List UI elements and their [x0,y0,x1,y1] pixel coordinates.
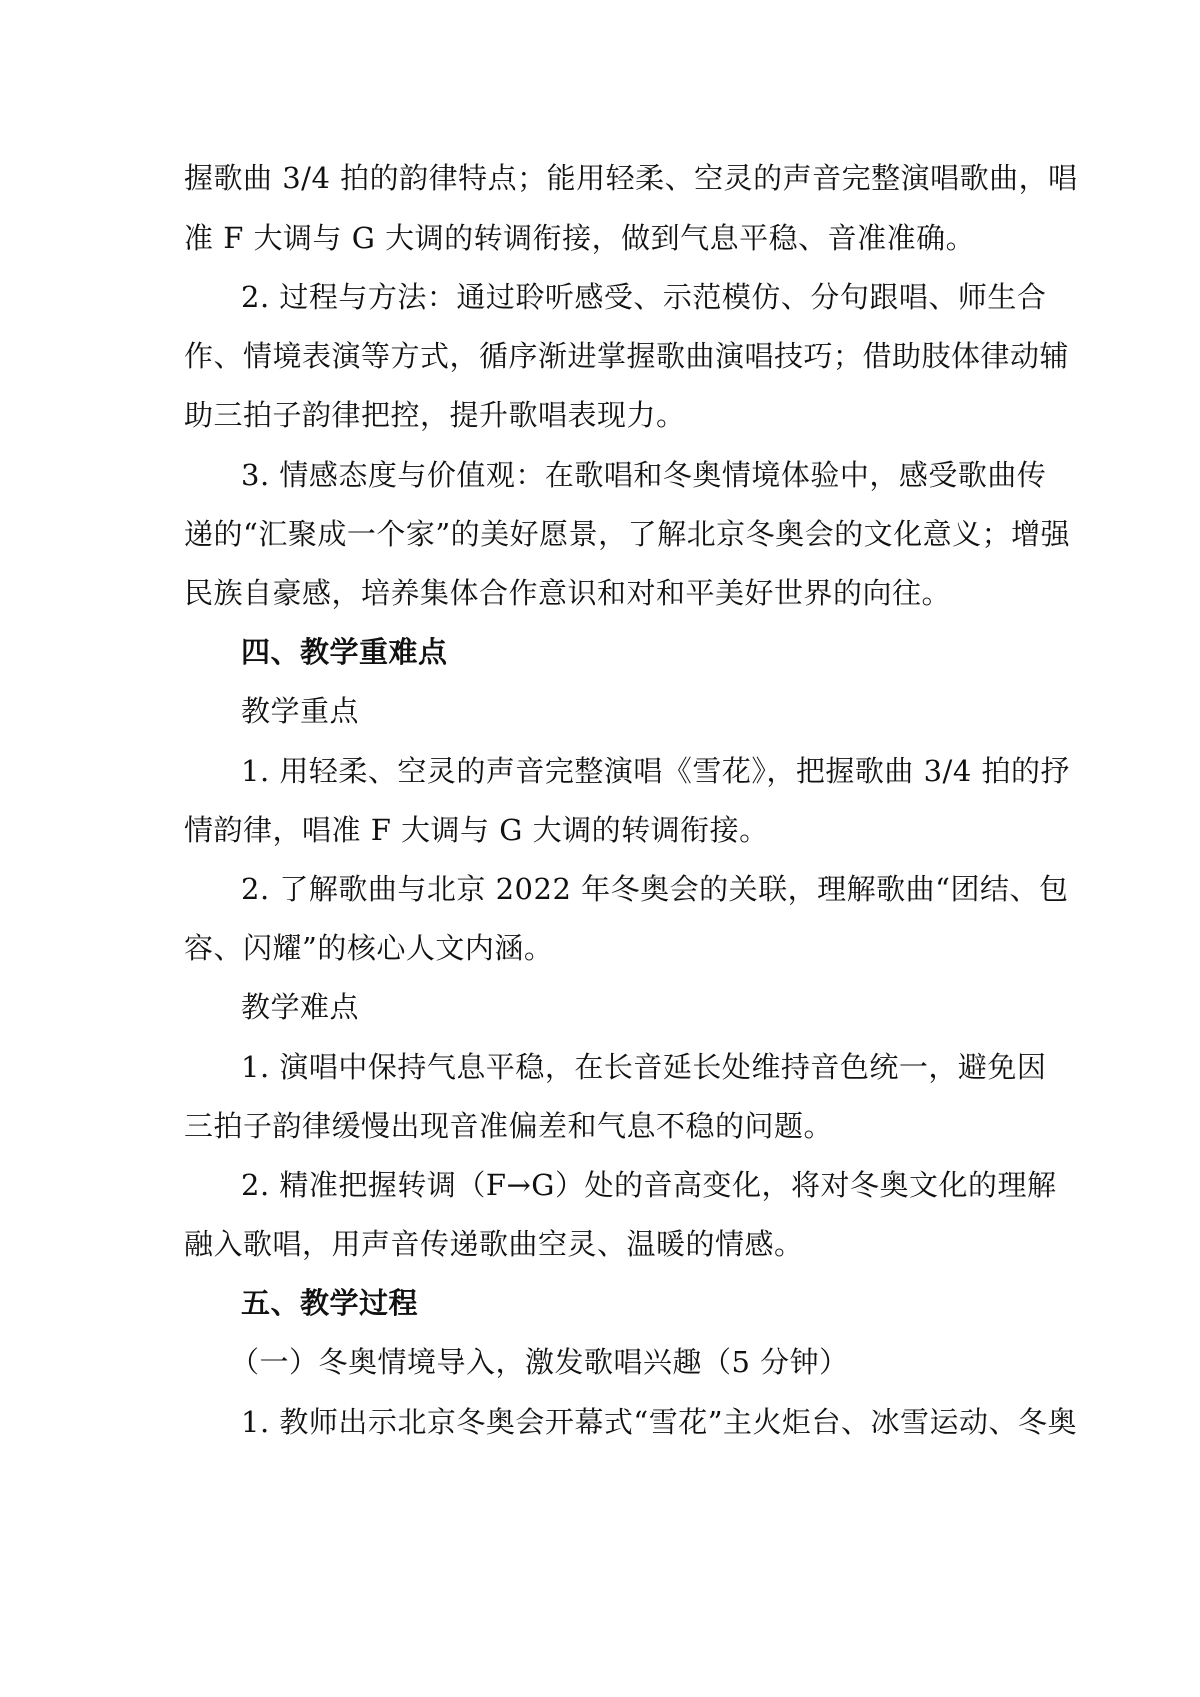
section-heading-teaching-process: 五、教学过程 [241,1286,419,1320]
paragraph-line: 三拍子韵律缓慢出现音准偏差和气息不稳的问题。 [184,1109,834,1143]
paragraph-line: 容、闪耀”的核心人文内涵。 [184,931,554,965]
paragraph-line: 情韵律，唱准 F 大调与 G 大调的转调衔接。 [184,813,769,847]
difficult-point-1: 1. 演唱中保持气息平稳，在长音延长处维持音色统一，避免因 [241,1050,1047,1084]
paragraph-line: 递的“汇聚成一个家”的美好愿景，了解北京冬奥会的文化意义；增强 [184,517,1071,551]
difficult-point-2: 2. 精准把握转调（F→G）处的音高变化，将对冬奥文化的理解 [241,1168,1057,1202]
paragraph-line: 助三拍子韵律把控，提升歌唱表现力。 [184,398,686,432]
section-heading-key-difficult-points: 四、教学重难点 [241,635,448,669]
objective-emotion-values: 3. 情感态度与价值观：在歌唱和冬奥情境体验中，感受歌曲传 [241,458,1047,492]
key-point-2: 2. 了解歌曲与北京 2022 年冬奥会的关联，理解歌曲“团结、包 [241,872,1069,906]
process-step-1: 1. 教师出示北京冬奥会开幕式“雪花”主火炬台、冰雪运动、冬奥 [241,1405,1078,1439]
paragraph-line: 融入歌唱，用声音传递歌曲空灵、温暖的情感。 [184,1227,804,1261]
subheading-key-points: 教学重点 [241,694,360,728]
subheading-difficult-points: 教学难点 [241,990,360,1024]
paragraph-line: 民族自豪感，培养集体合作意识和对和平美好世界的向往。 [184,576,952,610]
paragraph-line: 握歌曲 3/4 拍的韵律特点；能用轻柔、空灵的声音完整演唱歌曲，唱 [184,161,1078,195]
subheading-introduction: （一）冬奥情境导入，激发歌唱兴趣（5 分钟） [230,1345,849,1379]
paragraph-line: 准 F 大调与 G 大调的转调衔接，做到气息平稳、音准准确。 [184,221,976,255]
objective-process-methods: 2. 过程与方法：通过聆听感受、示范模仿、分句跟唱、师生合 [241,280,1047,314]
key-point-1: 1. 用轻柔、空灵的声音完整演唱《雪花》，把握歌曲 3/4 拍的抒 [241,754,1070,788]
paragraph-line: 作、情境表演等方式，循序渐进掌握歌曲演唱技巧；借助肢体律动辅 [184,339,1070,373]
